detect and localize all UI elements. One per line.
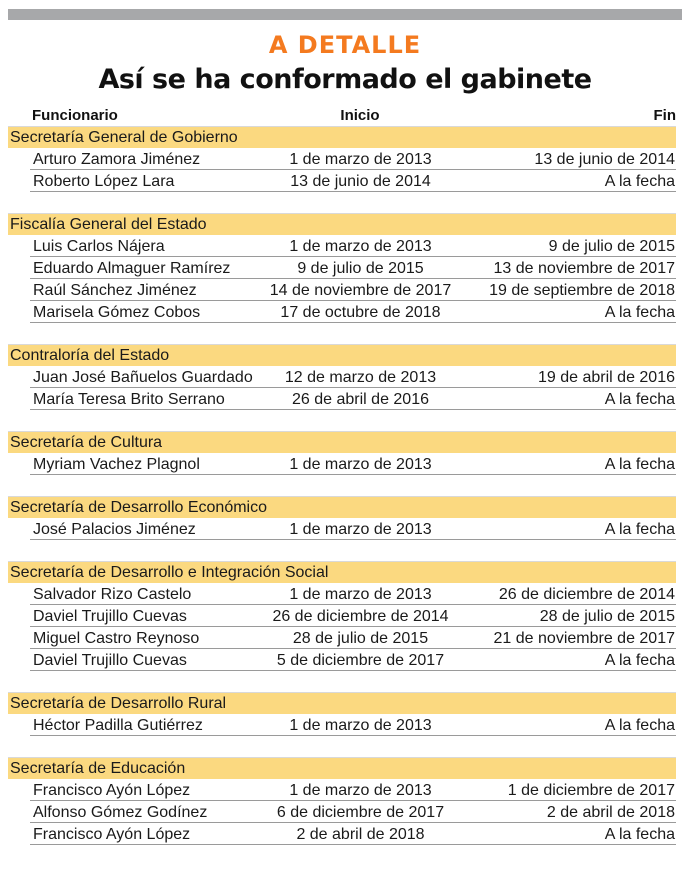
official-name: Roberto López Lara [33, 173, 175, 190]
start-date: 1 de marzo de 2013 [289, 586, 432, 603]
start-date: 14 de noviembre de 2017 [269, 282, 452, 299]
table-row [8, 649, 676, 671]
official-name: Francisco Ayón López [33, 782, 191, 799]
department-section [8, 126, 676, 192]
department-header: Secretaría General de Gobierno [8, 126, 676, 148]
page-title: Así se ha conformado el gabinete [98, 64, 592, 95]
table-row [8, 823, 676, 845]
official-name: Alfonso Gómez Godínez [33, 804, 208, 821]
table-row [8, 235, 676, 257]
end-date: 9 de julio de 2015 [548, 238, 675, 255]
official-name: Daviel Trujillo Cuevas [33, 652, 187, 669]
table-row [8, 627, 676, 649]
end-date: 13 de junio de 2014 [534, 151, 675, 168]
end-date: 19 de septiembre de 2018 [489, 282, 675, 299]
official-name: Salvador Rizo Castelo [33, 586, 192, 603]
table-row [8, 301, 676, 323]
end-date: A la fecha [604, 521, 675, 538]
official-name: Luis Carlos Nájera [33, 238, 165, 255]
end-date: 26 de diciembre de 2014 [498, 586, 675, 603]
department-header: Secretaría de Desarrollo Económico [8, 496, 676, 518]
start-date: 2 de abril de 2018 [296, 826, 425, 843]
department-header: Fiscalía General del Estado [8, 213, 676, 235]
official-name: Arturo Zamora Jiménez [33, 151, 201, 168]
start-date: 1 de marzo de 2013 [289, 456, 432, 473]
column-header-inicio: Inicio [340, 107, 380, 124]
start-date: 1 de marzo de 2013 [289, 717, 432, 734]
start-date: 6 de diciembre de 2017 [276, 804, 445, 821]
department-section [8, 344, 676, 410]
start-date: 26 de diciembre de 2014 [272, 608, 449, 625]
start-date: 5 de diciembre de 2017 [276, 652, 445, 669]
department-section [8, 431, 676, 475]
official-name: Miguel Castro Reynoso [33, 630, 200, 647]
official-name: Eduardo Almaguer Ramírez [33, 260, 231, 277]
end-date: 2 de abril de 2018 [546, 804, 675, 821]
end-date: 28 de julio de 2015 [539, 608, 675, 625]
table-row [8, 170, 676, 192]
start-date: 1 de marzo de 2013 [289, 521, 432, 538]
start-date: 17 de octubre de 2018 [280, 304, 441, 321]
official-name: Héctor Padilla Gutiérrez [33, 717, 203, 734]
column-header-funcionario: Funcionario [32, 107, 118, 124]
start-date: 28 de julio de 2015 [292, 630, 429, 647]
table-row [8, 801, 676, 823]
official-name: Myriam Vachez Plagnol [33, 456, 200, 473]
table-row [8, 388, 676, 410]
table-row [8, 257, 676, 279]
department-section [8, 757, 676, 845]
department-header: Secretaría de Cultura [8, 431, 676, 453]
table-row [8, 583, 676, 605]
official-name: Francisco Ayón López [33, 826, 191, 843]
department-section [8, 692, 676, 736]
end-date: 1 de diciembre de 2017 [507, 782, 675, 799]
start-date: 1 de marzo de 2013 [289, 238, 432, 255]
table-row [8, 779, 676, 801]
column-header-fin: Fin [653, 107, 676, 124]
cabinet-table [8, 126, 676, 866]
department-section [8, 213, 676, 323]
official-name: Marisela Gómez Cobos [33, 304, 201, 321]
section-kicker: A DETALLE [268, 31, 422, 59]
end-date: A la fecha [604, 391, 675, 408]
table-row [8, 279, 676, 301]
table-row [8, 518, 676, 540]
official-name: Daviel Trujillo Cuevas [33, 608, 187, 625]
department-header: Secretaría de Desarrollo e Integración Social [8, 561, 676, 583]
department-section [8, 561, 676, 671]
end-date: 19 de abril de 2016 [538, 369, 675, 386]
official-name: Raúl Sánchez Jiménez [33, 282, 197, 299]
start-date: 9 de julio de 2015 [297, 260, 424, 277]
table-row [8, 366, 676, 388]
official-name: María Teresa Brito Serrano [33, 391, 225, 408]
table-row [8, 714, 676, 736]
start-date: 1 de marzo de 2013 [289, 782, 432, 799]
official-name: José Palacios Jiménez [33, 521, 196, 538]
department-header: Secretaría de Desarrollo Rural [8, 692, 676, 714]
start-date: 26 de abril de 2016 [292, 391, 429, 408]
department-header: Contraloría del Estado [8, 344, 676, 366]
end-date: 21 de noviembre de 2017 [493, 630, 675, 647]
department-section [8, 496, 676, 540]
end-date: A la fecha [604, 304, 675, 321]
end-date: A la fecha [604, 826, 675, 843]
table-row [8, 605, 676, 627]
top-rule [8, 9, 682, 20]
start-date: 13 de junio de 2014 [290, 173, 431, 190]
end-date: A la fecha [604, 456, 675, 473]
department-header: Secretaría de Educación [8, 757, 676, 779]
table-row [8, 148, 676, 170]
start-date: 12 de marzo de 2013 [284, 369, 437, 386]
official-name: Juan José Bañuelos Guardado [33, 369, 253, 386]
column-headers [8, 106, 676, 126]
table-row [8, 453, 676, 475]
end-date: A la fecha [604, 652, 675, 669]
end-date: A la fecha [604, 717, 675, 734]
start-date: 1 de marzo de 2013 [289, 151, 432, 168]
end-date: A la fecha [604, 173, 675, 190]
end-date: 13 de noviembre de 2017 [493, 260, 675, 277]
